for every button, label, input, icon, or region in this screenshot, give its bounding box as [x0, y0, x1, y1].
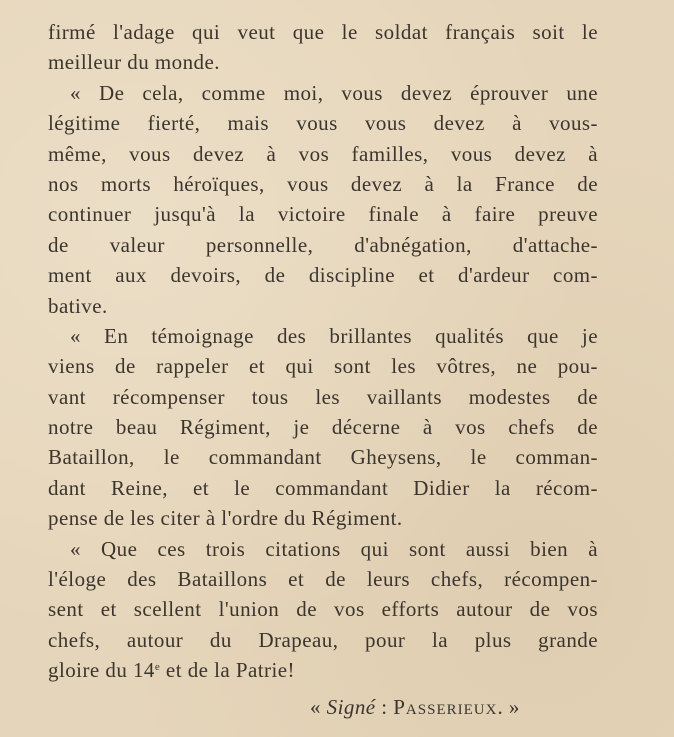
text-line: Bataillon, le commandant Gheysens, le comman- — [48, 445, 598, 470]
paragraph-1 — [48, 17, 598, 78]
text-line: continuer jusqu'à la victoire finale à faire preuve — [48, 202, 598, 227]
text-line: meilleur du monde. — [48, 50, 220, 75]
text-line: dant Reine, et le commandant Didier la récom- — [48, 475, 598, 500]
paragraph-3 — [48, 321, 598, 534]
signature-open-quote: « — [310, 694, 327, 719]
text-line: légitime fierté, mais vous vous devez à vous- — [48, 111, 598, 136]
text-line: ment aux devoirs, de discipline et d'ardeur com- — [48, 263, 598, 288]
signature-name: Passerieux — [393, 694, 498, 719]
signature-close: . » — [497, 694, 520, 719]
text-line: nos morts héroïques, vous devez à la France de — [48, 171, 598, 196]
ordinal-superscript: e — [154, 661, 161, 674]
text-line: bative. — [48, 293, 108, 318]
text-line: chefs, autour du Drapeau, pour la plus grande — [48, 627, 598, 652]
document-page — [48, 17, 598, 722]
text-line: firmé l'adage qui veut que le soldat français soit le — [48, 20, 598, 44]
text-line: « En témoignage des brillantes qualités que je — [70, 323, 598, 348]
text-line — [48, 655, 598, 685]
text-fragment: gloire du 14 — [48, 658, 155, 683]
text-line: viens de rappeler et qui sont les vôtres, ne pou- — [48, 354, 598, 379]
text-fragment: et de la Patrie! — [160, 658, 295, 683]
text-line: vant récompenser tous les vaillants modestes de — [48, 384, 598, 409]
paragraph-4 — [48, 534, 598, 686]
text-line: de valeur personnelle, d'abnégation, d'attache- — [48, 232, 598, 257]
paragraph-2 — [48, 78, 598, 321]
text-line: « Que ces trois citations qui sont aussi bien à — [70, 536, 598, 561]
signature-separator: : — [375, 694, 394, 719]
text-line: pense de les citer à l'ordre du Régiment. — [48, 506, 403, 531]
signature-signe: Signé — [326, 694, 376, 719]
text-line: l'éloge des Bataillons et de leurs chefs, récompen- — [48, 567, 598, 592]
text-line: « De cela, comme moi, vous devez éprouver une — [70, 80, 598, 105]
signature — [48, 692, 598, 722]
text-line: même, vous devez à vos familles, vous devez à — [48, 141, 598, 166]
text-line: notre beau Régiment, je décerne à vos chefs de — [48, 415, 598, 440]
text-line: sent et scellent l'union de vos efforts autour de vos — [48, 597, 598, 622]
